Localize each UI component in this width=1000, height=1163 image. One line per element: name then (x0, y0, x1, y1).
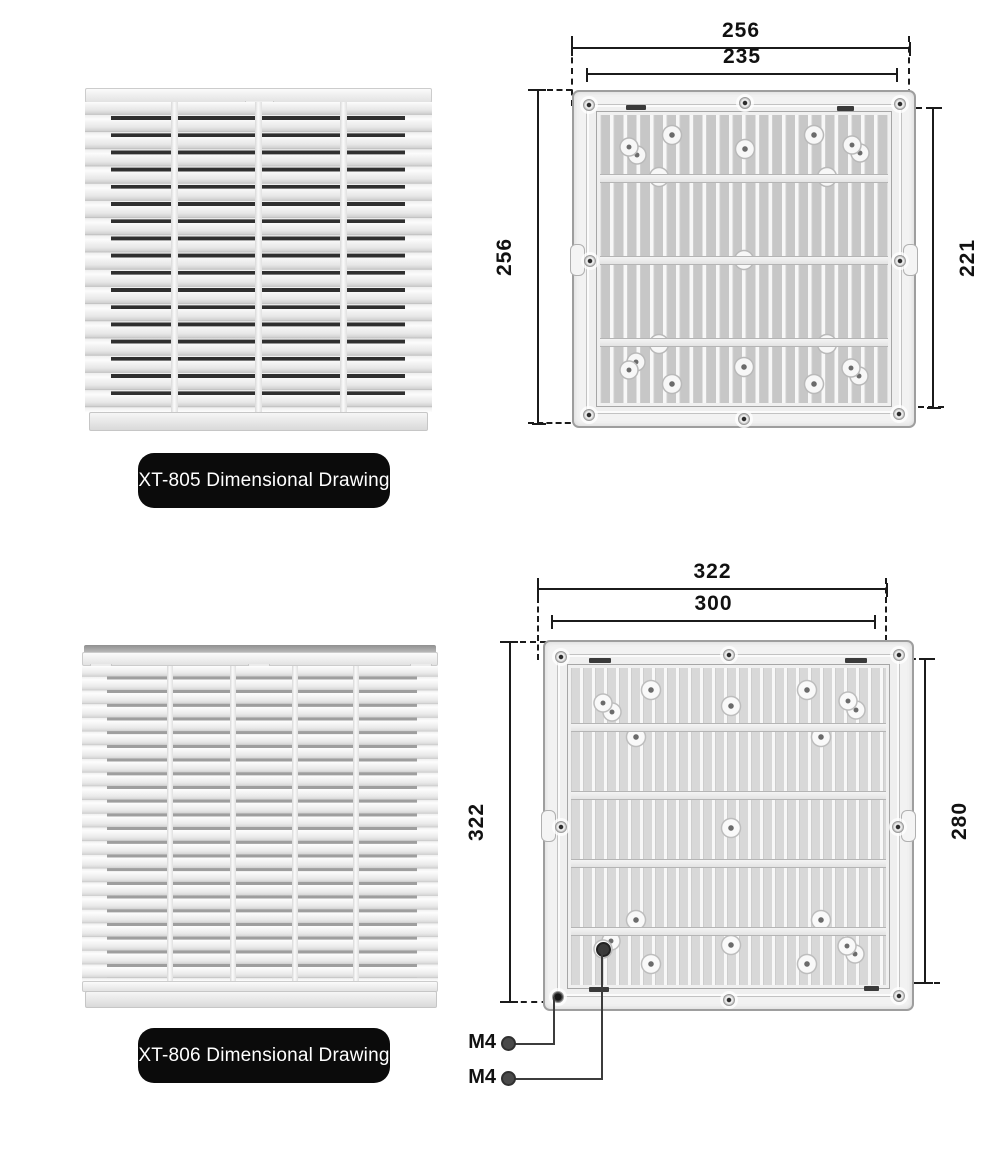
side-mount-tab (541, 810, 556, 842)
screw-hole (894, 255, 906, 267)
m4-target-dot (596, 942, 611, 957)
clip-latch (626, 105, 646, 110)
caption-text: XT-806 Dimensional Drawing (138, 1044, 390, 1066)
screw-hole (583, 99, 595, 111)
dim-value: 300 (694, 592, 733, 615)
xt805-mullion (171, 102, 178, 412)
dim-value: 235 (722, 45, 762, 68)
extension-line (500, 641, 546, 643)
screw-hole (738, 413, 750, 425)
xt805-mullion (255, 102, 262, 412)
grid-rail (600, 338, 888, 347)
screw-hole (893, 408, 905, 420)
xt806-mullion (230, 666, 236, 981)
screw-hole (892, 821, 904, 833)
screw-hole (894, 98, 906, 110)
screw-hole (739, 97, 751, 109)
xt805-filter-grid (596, 111, 892, 407)
dim-value: 256 (721, 19, 761, 42)
screw-hole (555, 651, 567, 663)
extension-line (537, 578, 539, 660)
clip-latch (845, 658, 867, 663)
dim-value: 280 (948, 801, 971, 841)
xt805-mullion (340, 102, 347, 412)
xt806-mullion (292, 666, 298, 981)
xt806-bottom-base (85, 991, 437, 1008)
dim-value: 221 (956, 238, 979, 278)
screw-hole (583, 409, 595, 421)
xt806-dim-inner-height (924, 659, 971, 983)
xt805-rear-panel (572, 90, 916, 428)
xt806-dim-inner-width (552, 592, 875, 622)
clip-latch (864, 986, 879, 991)
clip-latch (589, 658, 611, 663)
xt805-louver-area (85, 102, 432, 412)
xt806-mullion (353, 666, 359, 981)
xt805-dim-inner-width (587, 45, 897, 75)
grid-rail (571, 791, 886, 800)
m4-callout-dot (501, 1071, 516, 1086)
xt806-louver-area (82, 666, 438, 981)
xt806-filter-grid (567, 664, 890, 989)
xt806-front-view-photo (82, 645, 438, 1007)
xt806-top-edge (84, 645, 436, 652)
dim-value: 322 (693, 560, 732, 583)
xt805-dim-outer-height (493, 90, 539, 424)
leader-line (514, 1078, 603, 1080)
leader-line (553, 997, 555, 1044)
xt806-dim-outer-width (538, 560, 887, 590)
screw-hole (723, 994, 735, 1006)
grid-rail (571, 927, 886, 936)
grid-rail (571, 859, 886, 868)
xt805-caption-badge (138, 453, 390, 508)
grid-rail (571, 723, 886, 732)
xt805-bottom-base (89, 412, 428, 431)
extension-line (528, 89, 572, 91)
screw-hole (893, 990, 905, 1002)
grid-rail (600, 174, 888, 183)
m4-callout-label: M4 (468, 1031, 496, 1053)
xt806-caption-badge (138, 1028, 390, 1083)
leader-line (514, 1043, 555, 1045)
clip-latch (837, 106, 854, 111)
leader-line (601, 949, 603, 1080)
caption-text: XT-805 Dimensional Drawing (138, 469, 390, 491)
screw-hole (555, 821, 567, 833)
grid-rail (600, 256, 888, 265)
xt806-louver-gaps (107, 667, 417, 978)
xt806-mullion (167, 666, 173, 981)
xt806-dim-outer-height (465, 642, 511, 1002)
screw-hole (893, 649, 905, 661)
xt805-dim-inner-height (932, 108, 979, 408)
m4-callout-dot (501, 1036, 516, 1051)
xt805-front-view-photo (85, 88, 432, 430)
side-mount-tab (570, 244, 585, 276)
screw-hole (584, 255, 596, 267)
dim-value: 322 (465, 802, 488, 842)
clip-latch (589, 987, 609, 992)
dim-value: 256 (493, 237, 516, 277)
m4-callout-label: M4 (468, 1066, 496, 1088)
screw-hole (723, 649, 735, 661)
